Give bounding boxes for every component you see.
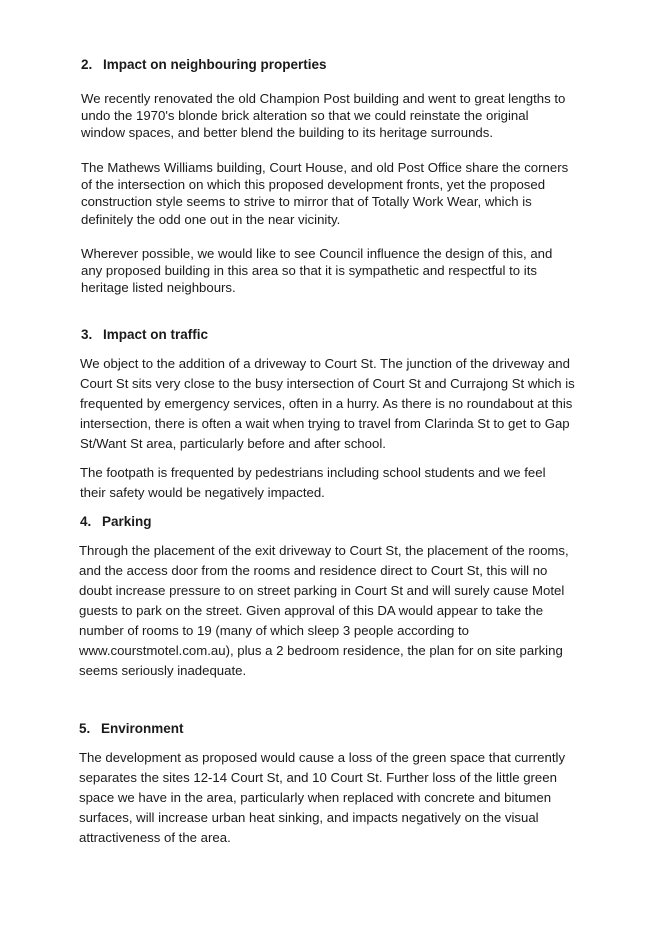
text-line: of the intersection on which this proposed development fronts, yet the proposed (81, 177, 546, 193)
section-3-title: Impact on traffic (103, 327, 209, 342)
text-line: The Mathews Williams building, Court House, and old Post Office share the corners (81, 160, 569, 175)
text-line: The development as proposed would cause a loss of the green space that currently (79, 750, 566, 765)
section-3-heading (81, 327, 208, 343)
section-3-number: 3. (81, 327, 93, 342)
text-line: The footpath is frequented by pedestrians including school students and we feel (80, 465, 546, 480)
text-line: Through the placement of the exit driveway to Court St, the placement of the rooms, (79, 543, 569, 558)
text-line: number of rooms to 19 (many of which sleep 3 people according to (79, 623, 469, 638)
section-5-title: Environment (101, 721, 184, 736)
text-line: window spaces, and better blend the building to its heritage surrounds. (81, 125, 493, 141)
text-line: We object to the addition of a driveway to Court St. The junction of the driveway and (80, 356, 570, 371)
section-2-heading (81, 57, 327, 73)
text-line: doubt increase pressure to on street parking in Court St and will surely cause Motel (79, 583, 565, 598)
section-4-title: Parking (102, 514, 152, 529)
section-5-paragraph-1 (79, 748, 565, 848)
text-line: seems seriously inadequate. (79, 663, 247, 678)
section-4-number: 4. (80, 514, 92, 529)
text-line: frequented by emergency services, often in a hurry. As there is no roundabout at this (80, 396, 573, 411)
section-5-heading (79, 721, 184, 737)
section-4-paragraph-1 (79, 541, 569, 681)
section-2-paragraph-3 (81, 245, 552, 297)
text-line: surfaces, will increase urban heat sinking, and impacts negatively on the visual (79, 810, 539, 825)
section-2-paragraph-2 (81, 159, 568, 228)
section-2-number: 2. (81, 57, 93, 72)
text-line: Wherever possible, we would like to see Council influence the design of this, and (81, 246, 553, 261)
text-line: and the access door from the rooms and residence direct to Court St, this will no (79, 563, 548, 578)
text-line: guests to park on the street. Given approval of this DA would appear to take the (79, 603, 544, 618)
text-line: We recently renovated the old Champion Post building and went to great lengths to (81, 91, 566, 106)
section-5-number: 5. (79, 721, 91, 736)
text-line: undo the 1970's blonde brick alteration so that we could reinstate the original (81, 108, 529, 124)
text-line: intersection, there is often a wait when trying to travel from Clarinda St to get to Gap (80, 416, 570, 431)
text-line: St/Want St area, particularly before and after school. (80, 436, 386, 451)
text-line: attractiveness of the area. (79, 830, 231, 845)
text-line: construction style seems to strive to mirror that of Totally Work Wear, which is (81, 194, 532, 210)
text-line: Court St sits very close to the busy intersection of Court St and Currajong St which is (80, 376, 575, 391)
text-line: separates the sites 12-14 Court St, and 10 Court St. Further loss of the little green (79, 770, 557, 785)
text-line: www.courstmotel.com.au), plus a 2 bedroom residence, the plan for on site parking (79, 643, 563, 658)
text-line: heritage listed neighbours. (81, 280, 236, 296)
text-line: space we have in the area, particularly when replaced with concrete and bitumen (79, 790, 552, 805)
text-line: any proposed building in this area so that it is sympathetic and respectful to its (81, 263, 537, 279)
section-4-heading (80, 514, 152, 530)
section-3-paragraph-2 (80, 463, 546, 503)
section-2-title: Impact on neighbouring properties (103, 57, 327, 72)
text-line: definitely the odd one out in the near vicinity. (81, 211, 341, 227)
section-2-paragraph-1 (81, 90, 565, 142)
text-line: their safety would be negatively impacted. (80, 485, 325, 500)
section-3-paragraph-1 (80, 354, 575, 454)
